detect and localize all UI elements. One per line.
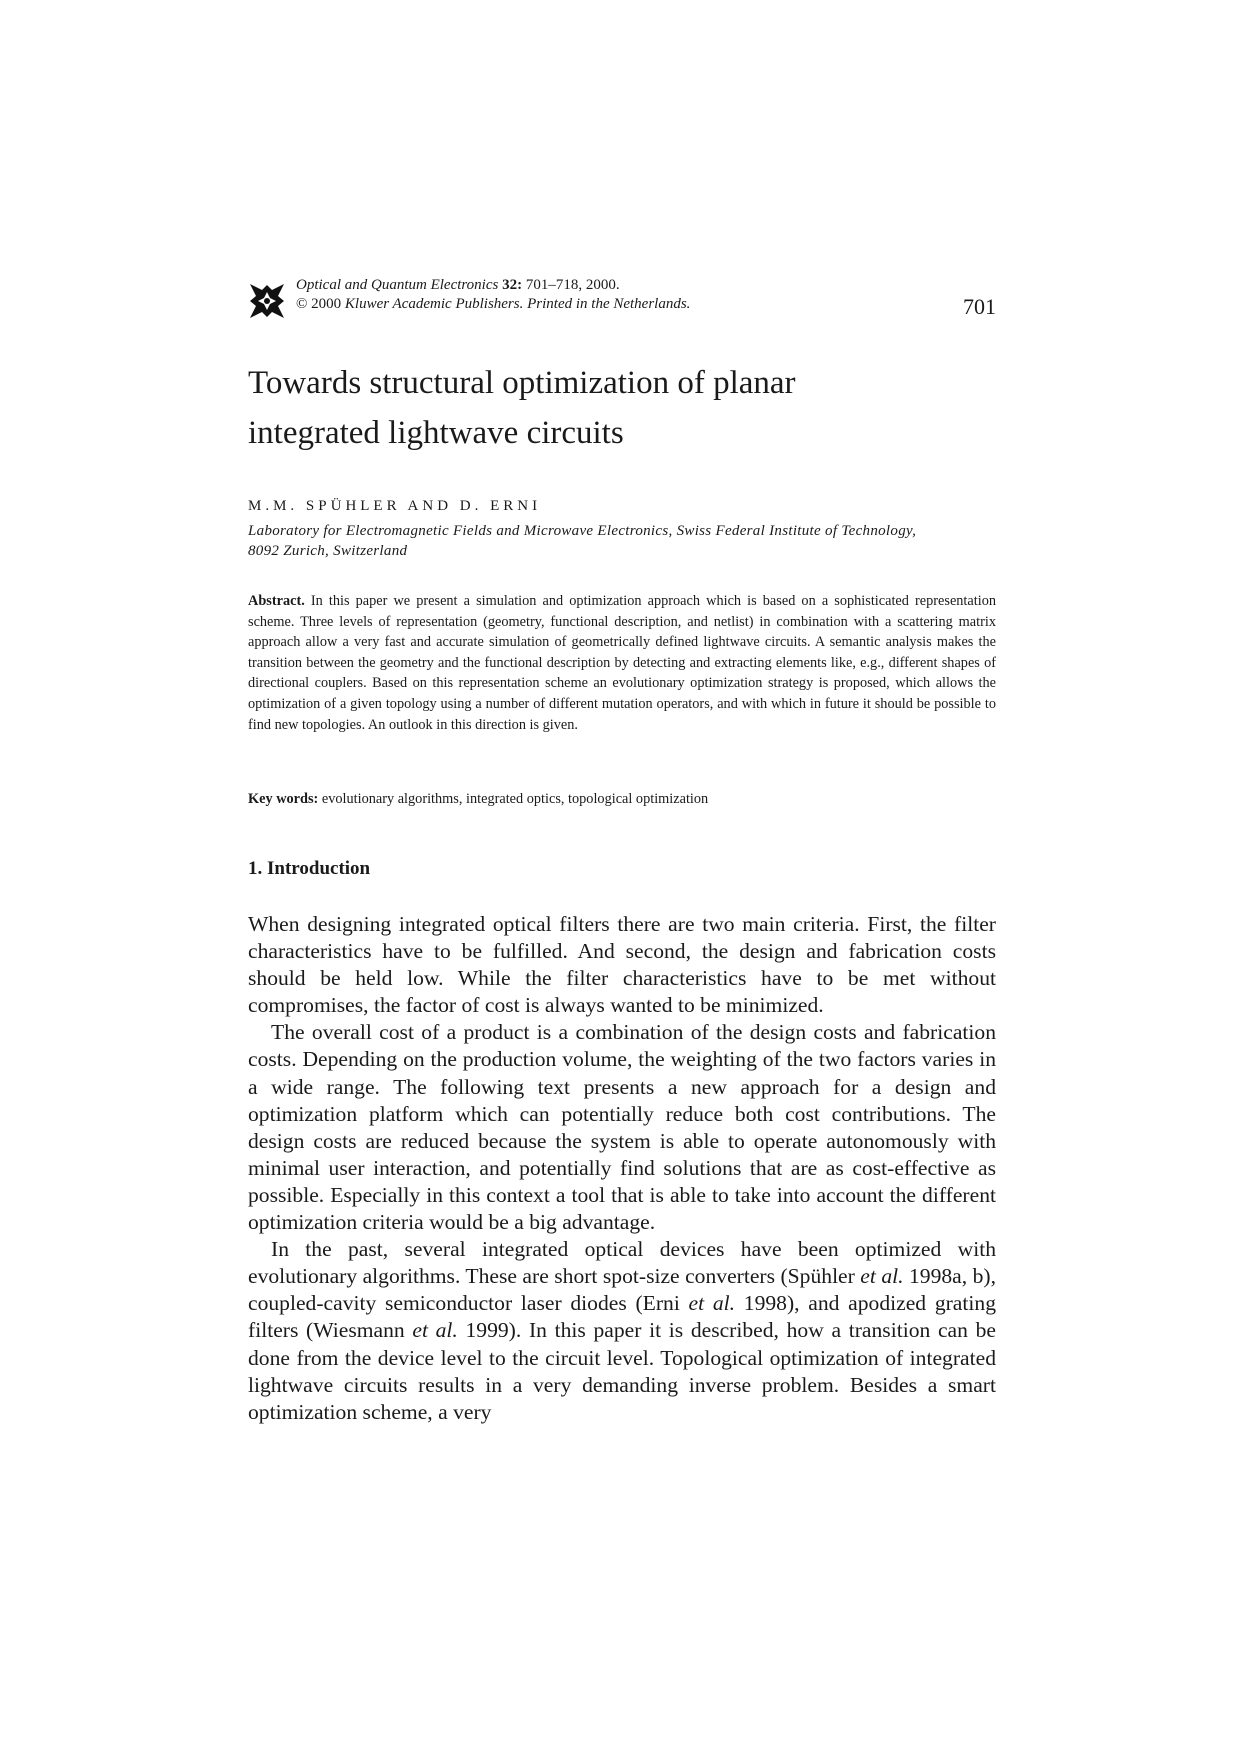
abstract-label: Abstract. (248, 593, 305, 609)
affiliation-line-1: Laboratory for Electromagnetic Fields and Microwave Electronics, Swiss Federal Institute of Technology, (248, 523, 917, 539)
publisher-text: Kluwer Academic Publishers. Printed in the Netherlands. (344, 296, 691, 312)
paragraph-2: The overall cost of a product is a combination of the design costs and fabrication costs. Depending on the production volume, the weighting of the two factors varies in a wide range. The following text presents a new approach for a design and optimization platform which can potentially reduce both cost contributions. The design costs are reduced because the system is able to operate autonomously with minimal user interaction, and potentially find solutions that are as cost-effective as possible. Especially in this context a tool that is able to take into account the different optimization criteria would be a big advantage. (248, 1020, 996, 1235)
section-heading: 1. Introduction (248, 858, 371, 879)
page-number: 701 (963, 294, 996, 319)
publisher-logo-icon (248, 282, 286, 320)
journal-masthead (248, 276, 996, 322)
paragraph-3-part-a: In the past, several integrated optical devices have been optimized with evolutionary algorithms. These are short spot-size converters (Spühler (248, 1237, 996, 1289)
keywords-label: Key words: (248, 791, 319, 807)
citation-et-al: et al. (860, 1264, 904, 1289)
citation-et-al: et al. (412, 1318, 458, 1343)
journal-volume: 32: (502, 277, 523, 293)
paper-title-line-2: integrated lightwave circuits (248, 415, 624, 451)
paragraph-3 (248, 1236, 996, 1426)
abstract (248, 591, 996, 735)
paragraph-3-part-c: 1998), and apodized grating filters (Wiesmann (248, 1291, 996, 1343)
citation-et-al: et al. (688, 1291, 736, 1316)
paragraph-1: When designing integrated optical filters there are two main criteria. First, the filter characteristics have to be fulfilled. And second, the design and fabrication costs should be held low. While the filter characteristics have to be met without compromises, the factor of cost is always wanted to be minimized. (248, 912, 996, 1018)
journal-citation (296, 276, 690, 314)
keywords-text: evolutionary algorithms, integrated optics, topological optimization (318, 791, 709, 807)
affiliation-line-2: 8092 Zurich, Switzerland (248, 543, 408, 559)
body-text (248, 911, 996, 1426)
paragraph-3-part-b: 1998a, b), coupled-cavity semiconductor laser diodes (Erni (248, 1264, 996, 1316)
copyright-symbol: © (296, 296, 308, 312)
paper-title-line-1: Towards structural optimization of planar (248, 365, 796, 401)
journal-line-2 (296, 295, 690, 314)
paragraph-3-part-d: 1999). In this paper it is described, how a transition can be done from the device level to the circuit level. Topological optimization of integrated lightwave circuits results in a very demanding inverse problem. Besides a smart optimization scheme, a very (248, 1318, 996, 1424)
abstract-text: In this paper we present a simulation and optimization approach which is based on a sophisticated representation scheme. Three levels of representation (geometry, functional description, and netlist) in combination with a scattering matrix approach allow a very fast and accurate simulation of geometrically defined lightwave circuits. A semantic analysis makes the transition between the geometry and the functional description by detecting and extracting elements like, e.g., different shapes of directional couplers. Based on this representation scheme an evolutionary optimization strategy is proposed, which allows the optimization of a given topology using a number of different mutation operators, and with which in future it should be possible to find new topologies. An outlook in this direction is given. (248, 593, 996, 733)
copyright-year: 2000 (307, 296, 345, 312)
journal-pages-year: 701–718, 2000. (522, 277, 620, 293)
paper-authors: M.M. SPÜHLER AND D. ERNI (248, 498, 542, 514)
keywords (248, 791, 996, 808)
journal-name: Optical and Quantum Electronics (296, 277, 499, 293)
journal-line-1 (296, 276, 690, 295)
paper-title (248, 358, 1008, 458)
author-affiliation (248, 521, 1008, 561)
